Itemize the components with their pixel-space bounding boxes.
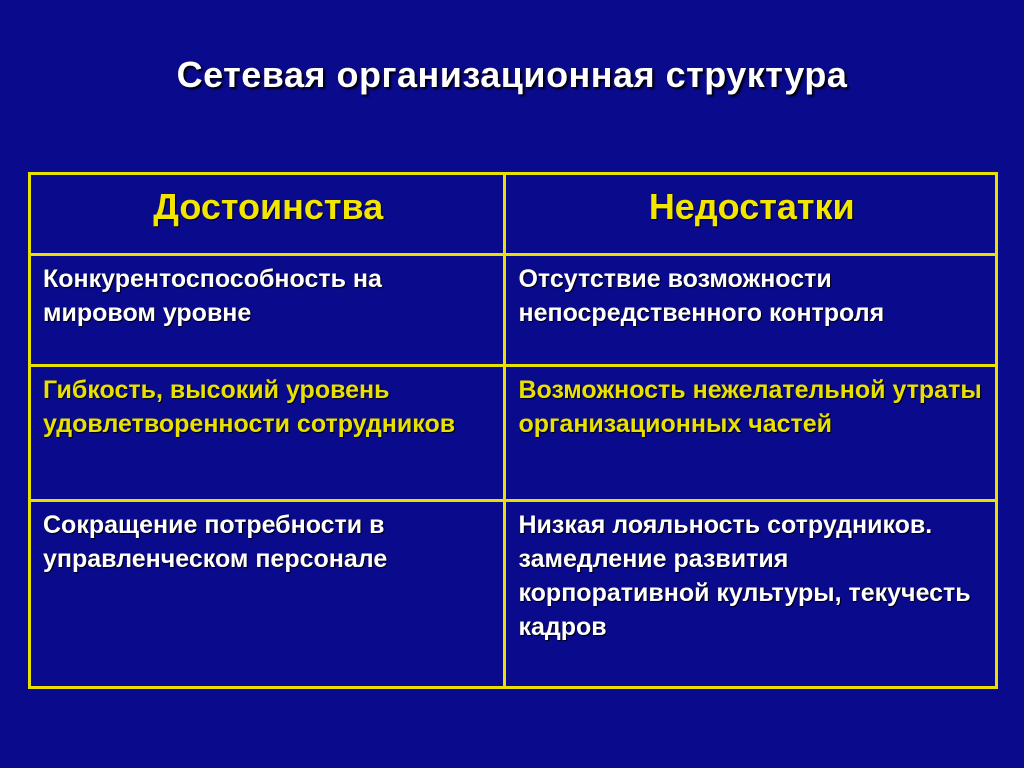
advantage-cell: Гибкость, высокий уровень удовлетворенности сотрудников <box>30 366 505 501</box>
header-advantages: Достоинства <box>30 174 505 255</box>
header-disadvantages: Недостатки <box>505 174 997 255</box>
table-row <box>30 255 997 366</box>
table-row <box>30 366 997 501</box>
disadvantage-cell: Низкая лояльность сотрудников. замедление развития корпоративной культуры, текучесть кадров <box>505 501 997 688</box>
disadvantage-cell: Возможность нежелательной утраты организационных частей <box>505 366 997 501</box>
table-row <box>30 501 997 688</box>
table-header-row <box>30 174 997 255</box>
slide-title: Сетевая организационная структура <box>176 54 848 95</box>
advantage-cell: Конкурентоспособность на мировом уровне <box>30 255 505 366</box>
disadvantage-cell: Отсутствие возможности непосредственного контроля <box>505 255 997 366</box>
advantage-cell: Сокращение потребности в управленческом персонале <box>30 501 505 688</box>
comparison-table <box>28 172 998 689</box>
